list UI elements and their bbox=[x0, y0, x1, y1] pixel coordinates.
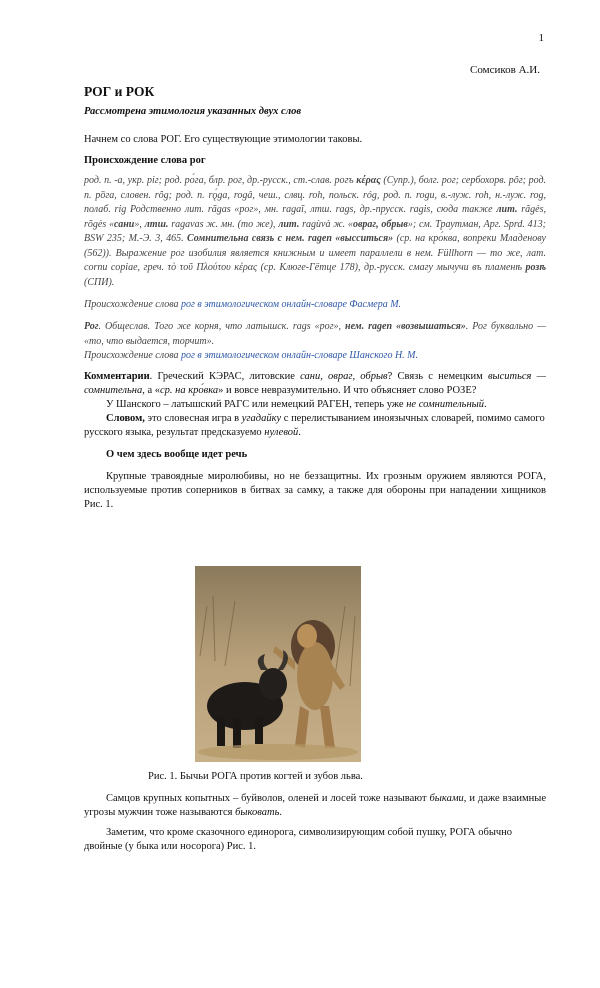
figure-caption: Рис. 1. Бычьи РОГА против когтей и зубов льва. bbox=[148, 771, 363, 782]
word-game-paragraph: Словом, это словесная игра в угадайку с перелистыванием иноязычных словарей, помимо самого русского языка, результат предсказуемо нулевой. bbox=[84, 412, 545, 438]
vasmer-dictionary-link[interactable]: рог в этимологическом онлайн-словаре Фасмера М. bbox=[180, 299, 402, 310]
intro-text: Начнем со слова РОГ. Его существующие этимологии таковы. bbox=[84, 134, 363, 145]
shansky-comment: У Шанского – латышский РАГС или немецкий РАГЕН, теперь уже не сомнительный. bbox=[106, 398, 487, 410]
author-name: Сомсиков А.И. bbox=[470, 64, 540, 76]
article-title: РОГ и РОК bbox=[84, 84, 155, 99]
vasmer-source: Происхождение слова рог в этимологическом онлайн-словаре Фасмера М. bbox=[84, 299, 402, 310]
unicorn-paragraph: Заметим, что кроме сказочного единорога, символизирующим собой пушку, РОГА обычно двойные (у быка или носорога) Рис. 1. bbox=[84, 827, 513, 852]
after-figure-text bbox=[84, 792, 546, 854]
comment-paragraph: Комментарии. Греческий КЭРАС, литовские сани, овраг, обрыв? Связь с немецким выситься — сомнительна, а «ср. на кро́вка» и вовсе невразумительно. И что объясняет слово РОЗЕ? bbox=[84, 370, 546, 396]
shansky-source: Происхождение слова рог в этимологическом онлайн-словаре Шанского Н. М. bbox=[84, 350, 419, 361]
bull-vs-lion-photo bbox=[195, 566, 361, 762]
vasmer-etymology: род. п. -а, укр. ріг; род. ро́га, блр. рог, др.-русск., ст.-слав. рогъ κέρας (Супр.), болг. рог; сербохорв. рȏг; род. п. рȍга, словен. rȏg; род. п. rǫ́ga, rogâ, чеш., слвц. roh, польск. róg, род. п. rogu, в.-луж. roh, н.-луж. rog, полаб. rig Родственно лит. rãgas «рог», мн. ragaĩ, лтш. rags, др.-прусск. ragis, сюда также лит. rãgės, rõgės «сани», лтш. ragavas ж. мн. (то же), лит. ragùvà ж. «овраг, обрыв»; см. Траутман, Арг. Sprd. 413; BSW 235; М.-Э. 3, 465. Сомнительна связь с нем. ragen «высситься» (ср. на кро́ква, вопреки Младенову (562)). Выражение рог изобилия является книжным и имеет параллели в нем. Füllhorn — то же, лат. cornu copiae, греч. τὸ τοῦ Πλούτου κέρας (ср. Клюге-Гётце 178), др.-русск. смагу мычучи въ пламенѣ розѣ (СПИ). bbox=[84, 175, 547, 288]
males-paragraph: Самцов крупных копытных – буйволов, оленей и лосей тоже называют быками, и даже взаимные угрозы мужчин тоже называются быковать. bbox=[84, 793, 546, 818]
shansky-dictionary-link[interactable]: рог в этимологическом онлайн-словаре Шанского Н. М. bbox=[180, 350, 419, 361]
origin-heading: Происхождение слова рог bbox=[84, 155, 206, 166]
article-subtitle: Рассмотрена этимология указанных двух слов bbox=[84, 106, 302, 117]
herbivores-paragraph: Крупные травоядные миролюбивы, но не беззащитны. Их грозным оружием являются РОГА, используемые против соперников в битвах за самку, а также для обороны при нападении хищников Рис. 1. bbox=[84, 470, 546, 510]
article-body bbox=[84, 84, 546, 512]
bull-vs-lion-illustration bbox=[195, 566, 361, 762]
about-heading: О чем здесь вообще идет речь bbox=[106, 448, 248, 460]
shansky-etymology: Рог. Общеслав. Того же корня, что латышск. rags «рог», нем. ragen «возвышаться». Рог буквально — «то, что выдается, торчит». bbox=[84, 321, 546, 347]
page-number: 1 bbox=[538, 32, 544, 44]
